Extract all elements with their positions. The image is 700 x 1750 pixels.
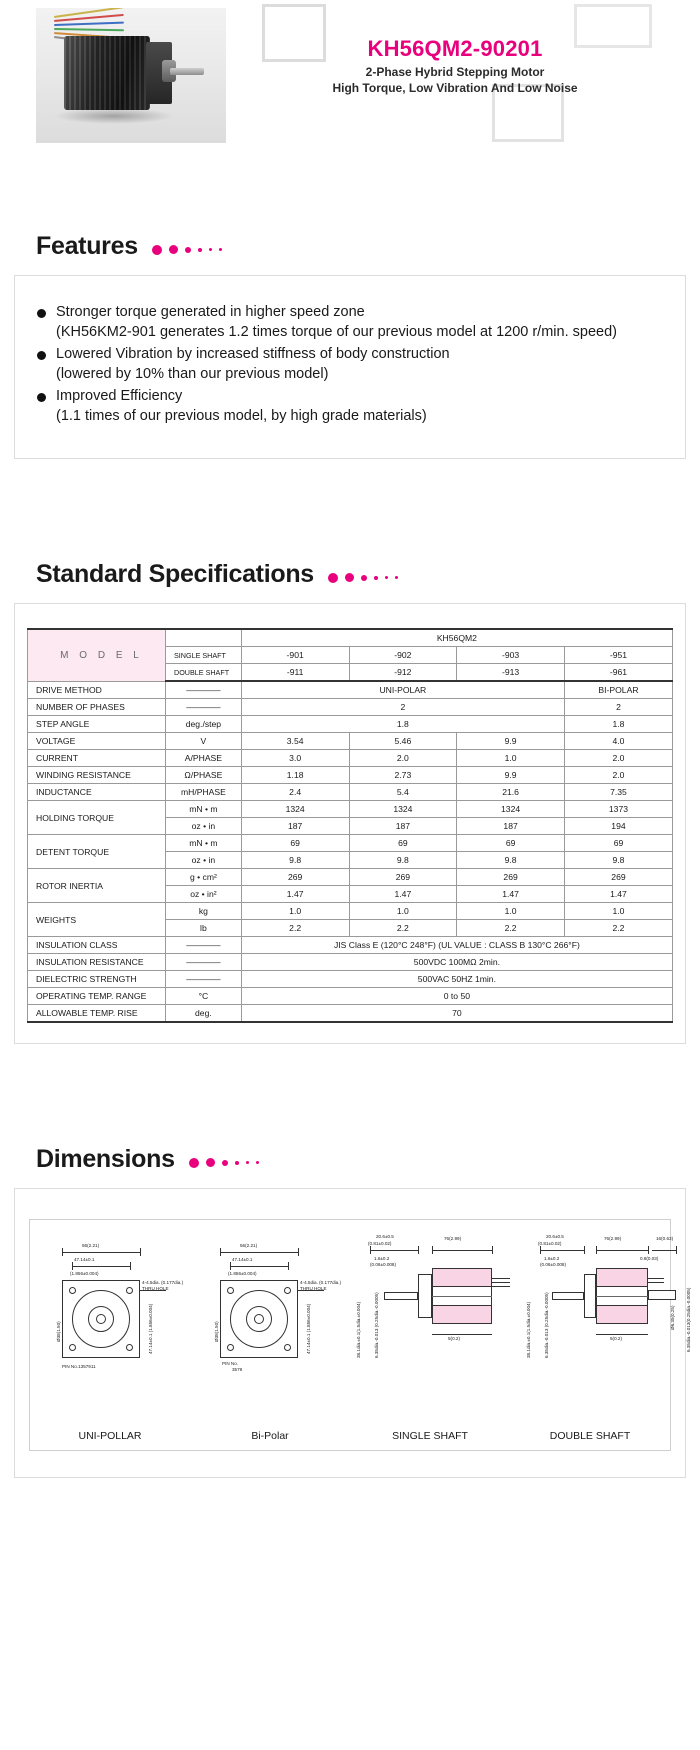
pin-number-label-2: 3579 — [232, 1367, 243, 1372]
cell: JIS Class E (120°C 248°F) (UL VALUE : CLASS B 130°C 266°F) — [241, 937, 672, 954]
motor-shaft — [170, 68, 204, 75]
single-shaft-label: SINGLE SHAFT — [166, 647, 242, 664]
heading-dots-decor — [189, 1152, 259, 1168]
dim-len-body: 76(2.99) — [444, 1236, 462, 1241]
bullet-icon — [37, 393, 46, 402]
table-row — [28, 835, 673, 852]
subtitle-line-2: High Torque, Low Vibration And Low Noise — [332, 81, 578, 95]
row-name: NUMBER OF PHASES — [28, 699, 166, 716]
feature-line-1: Stronger torque generated in higher speed zone — [56, 304, 365, 320]
dim-thru-hole: 4-4.5dia. (0.177dia.) — [142, 1280, 184, 1285]
dim-flat-2: Ø6.35(0.25) — [670, 1305, 675, 1330]
page-header — [0, 0, 700, 175]
dim-hub: 6.35dia.-0.013 (0.25dia.-0.0005) — [374, 1292, 379, 1358]
table-row — [28, 988, 673, 1005]
flange-profile — [584, 1274, 596, 1318]
feature-line-2: (KH56KM2-901 generates 1.2 times torque of our previous model at 1200 r/min. speed) — [56, 324, 617, 340]
features-panel — [14, 275, 686, 459]
dim-square: 38.1dia.±0.1(1.5dia.±0.004) — [356, 1301, 361, 1358]
shaft-circle — [96, 1314, 106, 1324]
row-name: ROTOR INERTIA — [28, 869, 166, 903]
row-name: INSULATION CLASS — [28, 937, 166, 954]
mounting-hole — [69, 1287, 76, 1294]
dim-shaft-inch: (0.06±0.008) — [370, 1262, 397, 1267]
drawing-double-shaft — [520, 1230, 700, 1415]
feature-text — [56, 302, 617, 342]
cell: 2 — [564, 699, 672, 716]
table-row — [28, 767, 673, 784]
dim-base: 5(0.2) — [448, 1336, 461, 1341]
mounting-hole — [126, 1344, 133, 1351]
cell: 2.73 — [349, 767, 457, 784]
cell: -901 — [241, 647, 349, 664]
row-name: CURRENT — [28, 750, 166, 767]
row-name: VOLTAGE — [28, 733, 166, 750]
cell: 9.9 — [457, 733, 565, 750]
row-unit: ———— — [166, 971, 242, 988]
table-row — [28, 1005, 673, 1023]
cell: 1.0 — [241, 903, 349, 920]
row-name: ALLOWABLE TEMP. RISE — [28, 1005, 166, 1023]
dim-bolt-circle: 47.14±0.1 — [232, 1257, 253, 1262]
mounting-hole — [227, 1344, 234, 1351]
row-name: WINDING RESISTANCE — [28, 767, 166, 784]
cell: 187 — [349, 818, 457, 835]
mounting-hole — [284, 1287, 291, 1294]
specifications-panel — [14, 603, 686, 1044]
dim-end: 6.35dia.-0.013(0.25dia.-0.0005) — [686, 1287, 691, 1352]
table-row — [28, 869, 673, 886]
cell: -913 — [457, 664, 565, 682]
specs-heading-row — [0, 560, 700, 589]
cell: 21.6 — [457, 784, 565, 801]
dim-len-ext: 16(0.63) — [656, 1236, 674, 1241]
row-unit: kg — [166, 903, 242, 920]
specifications-section — [0, 560, 700, 1044]
cell: -902 — [349, 647, 457, 664]
cell: 1.18 — [241, 767, 349, 784]
cell: 2.2 — [349, 920, 457, 937]
dim-thru-hole: 4-4.5dia. (0.177dia.) — [300, 1280, 342, 1285]
model-header-cell: M O D E L — [28, 629, 166, 681]
row-unit: ———— — [166, 954, 242, 971]
dimensions-heading-row — [0, 1145, 700, 1174]
cell: UNI-POLAR — [241, 681, 564, 699]
drawing-single-shaft — [348, 1230, 518, 1415]
mounting-hole — [284, 1344, 291, 1351]
dim-shaft: 1.6±0.2 — [374, 1256, 390, 1261]
cell: 2.2 — [241, 920, 349, 937]
cell: 2.2 — [457, 920, 565, 937]
cell: 7.35 — [564, 784, 672, 801]
cell: 1324 — [241, 801, 349, 818]
row-name: WEIGHTS — [28, 903, 166, 937]
row-name: HOLDING TORQUE — [28, 801, 166, 835]
dim-len-top-inch: (0.81±0.02) — [368, 1241, 392, 1246]
row-name: INSULATION RESISTANCE — [28, 954, 166, 971]
dim-shaft: 1.6±0.2 — [544, 1256, 560, 1261]
cell: 269 — [457, 869, 565, 886]
cell: 9.8 — [564, 852, 672, 869]
dim-len-top: 20.6±0.5 — [376, 1234, 394, 1239]
row-unit: °C — [166, 988, 242, 1005]
cell: 0 to 50 — [241, 988, 672, 1005]
dim-pilot: Ø38(1.50) — [56, 1321, 61, 1342]
shaft-profile-front — [552, 1292, 584, 1300]
row-unit: g • cm² — [166, 869, 242, 886]
table-row — [28, 629, 673, 647]
dimensions-heading: Dimensions — [36, 1145, 175, 1173]
row-name: STEP ANGLE — [28, 716, 166, 733]
cell: 9.9 — [457, 767, 565, 784]
dim-len-body: 76(2.99) — [604, 1236, 622, 1241]
mounting-hole — [126, 1287, 133, 1294]
feature-line-2: (1.1 times of our previous model, by high grade materials) — [56, 408, 427, 424]
cell: 187 — [241, 818, 349, 835]
cell: 1.47 — [457, 886, 565, 903]
drawing-bipolar — [202, 1230, 352, 1415]
cell: 1.47 — [241, 886, 349, 903]
family-name-cell: KH56QM2 — [241, 629, 672, 647]
list-item — [37, 344, 655, 384]
table-row — [28, 954, 673, 971]
drawing-captions — [30, 1430, 670, 1442]
list-item — [37, 386, 655, 426]
table-row — [28, 971, 673, 988]
dim-len-top: 20.6±0.5 — [546, 1234, 564, 1239]
cell: 2.0 — [564, 750, 672, 767]
row-name: OPERATING TEMP. RANGE — [28, 988, 166, 1005]
table-row — [28, 699, 673, 716]
dim-face-width: 56(2.21) — [240, 1243, 258, 1248]
cell: 500VDC 100MΩ 2min. — [241, 954, 672, 971]
cell: 269 — [564, 869, 672, 886]
row-name: DETENT TORQUE — [28, 835, 166, 869]
shaft-profile — [384, 1292, 418, 1300]
row-unit: mH/PHASE — [166, 784, 242, 801]
cell: 2.0 — [349, 750, 457, 767]
cell: 69 — [241, 835, 349, 852]
feature-line-1: Improved Efficiency — [56, 388, 183, 404]
cell: 1.8 — [564, 716, 672, 733]
row-unit: deg. — [166, 1005, 242, 1023]
row-name: DRIVE METHOD — [28, 681, 166, 699]
cell: 9.8 — [241, 852, 349, 869]
cell: 3.0 — [241, 750, 349, 767]
row-unit: ———— — [166, 681, 242, 699]
cell: 69 — [564, 835, 672, 852]
pin-number-label: PIN No.1357911 — [62, 1364, 96, 1369]
cell: 187 — [457, 818, 565, 835]
flange-profile — [418, 1274, 432, 1318]
row-unit: oz • in² — [166, 886, 242, 903]
shaft-profile-rear — [648, 1290, 676, 1300]
product-photo — [36, 8, 226, 143]
list-item — [37, 302, 655, 342]
cell: -961 — [564, 664, 672, 682]
row-unit: deg./step — [166, 716, 242, 733]
features-heading: Features — [36, 232, 138, 260]
mounting-hole — [227, 1287, 234, 1294]
row-name: INDUCTANCE — [28, 784, 166, 801]
dim-shaft-inch: (0.06±0.008) — [540, 1262, 567, 1267]
dim-vertical: 47.14±0.1 (1.856±0.004) — [148, 1303, 153, 1354]
specifications-heading: Standard Specifications — [36, 560, 314, 588]
row-name: DIELECTRIC STRENGTH — [28, 971, 166, 988]
dim-pilot: Ø38(1.50) — [214, 1321, 219, 1342]
table-row — [28, 784, 673, 801]
dim-base: 5(0.2) — [610, 1336, 623, 1341]
cell: 2 — [241, 699, 564, 716]
table-row — [28, 733, 673, 750]
cell: 194 — [564, 818, 672, 835]
dim-bolt-circle-inch: (1.856±0.004) — [70, 1271, 99, 1276]
cell: 1.0 — [457, 750, 565, 767]
cell: 1.8 — [241, 716, 564, 733]
cell: 1.0 — [457, 903, 565, 920]
cell: 5.4 — [349, 784, 457, 801]
cell: 69 — [457, 835, 565, 852]
features-section — [0, 232, 700, 459]
specifications-table — [27, 628, 673, 1023]
features-list — [15, 276, 685, 458]
row-unit: oz • in — [166, 818, 242, 835]
cell: -951 — [564, 647, 672, 664]
row-unit: lb — [166, 920, 242, 937]
dimensions-panel — [14, 1188, 691, 1478]
features-heading-row — [0, 232, 700, 261]
double-shaft-label: DOUBLE SHAFT — [166, 664, 242, 682]
bullet-icon — [37, 309, 46, 318]
cell: 1.47 — [349, 886, 457, 903]
feature-text — [56, 386, 427, 426]
row-unit: Ω/PHASE — [166, 767, 242, 784]
cell: -911 — [241, 664, 349, 682]
row-unit: ———— — [166, 699, 242, 716]
row-unit: mN • m — [166, 801, 242, 818]
dim-face-width: 56(2.21) — [82, 1243, 100, 1248]
cell: 3.54 — [241, 733, 349, 750]
cell: 1324 — [349, 801, 457, 818]
subtitle-line-1: 2-Phase Hybrid Stepping Motor — [365, 65, 545, 79]
cell: 1.47 — [564, 886, 672, 903]
heading-dots-decor — [152, 239, 222, 255]
cell: 269 — [241, 869, 349, 886]
photo-shadow — [54, 108, 174, 124]
mounting-hole — [69, 1344, 76, 1351]
feature-line-1: Lowered Vibration by increased stiffness of body construction — [56, 346, 450, 362]
cell: 1.0 — [564, 903, 672, 920]
dim-vertical: 47.14±0.1 (1.856±0.004) — [306, 1303, 311, 1354]
dim-bolt-circle-inch: (1.856±0.004) — [228, 1271, 257, 1276]
feature-text — [56, 344, 450, 384]
bullet-icon — [37, 351, 46, 360]
shaft-circle — [254, 1314, 264, 1324]
dim-hub: 6.35dia.-0.013 (0.25dia.-0.0005) — [544, 1292, 549, 1358]
heading-dots-decor — [328, 567, 398, 583]
dim-flat: 0.8(0.03) — [640, 1256, 659, 1261]
page-title: KH56QM2-90201 — [367, 36, 543, 61]
table-row — [28, 716, 673, 733]
drawing-unipolar — [44, 1230, 194, 1415]
cell: BI-POLAR — [564, 681, 672, 699]
cell: 500VAC 50HZ 1min. — [241, 971, 672, 988]
motor-ribs — [64, 36, 150, 110]
cell: -912 — [349, 664, 457, 682]
dim-len-top-inch: (0.81±0.02) — [538, 1241, 562, 1246]
cell: 2.0 — [564, 767, 672, 784]
cell: 70 — [241, 1005, 672, 1023]
cell: 1373 — [564, 801, 672, 818]
cell: 9.8 — [349, 852, 457, 869]
row-unit: mN • m — [166, 835, 242, 852]
cell: 1324 — [457, 801, 565, 818]
cell: 5.46 — [349, 733, 457, 750]
pin-number-label: PIN No. — [222, 1361, 239, 1366]
dim-thru-hole-2: THRU HOLE — [142, 1286, 169, 1291]
row-unit: V — [166, 733, 242, 750]
dim-thru-hole-2: THRU HOLE — [300, 1286, 327, 1291]
row-unit: ———— — [166, 937, 242, 954]
dim-square: 38.1dia.±0.1(1.5dia.±0.004) — [526, 1301, 531, 1358]
table-row — [28, 681, 673, 699]
cell: 1.0 — [349, 903, 457, 920]
cell: 2.4 — [241, 784, 349, 801]
title-block — [240, 36, 670, 95]
table-row — [28, 750, 673, 767]
table-row — [28, 903, 673, 920]
dim-bolt-circle: 47.14±0.1 — [74, 1257, 95, 1262]
caption-single-shaft: SINGLE SHAFT — [392, 1430, 468, 1442]
cell: 4.0 — [564, 733, 672, 750]
row-unit: A/PHASE — [166, 750, 242, 767]
feature-line-2: (lowered by 10% than our previous model) — [56, 366, 329, 382]
caption-bipolar: Bi-Polar — [251, 1430, 289, 1442]
caption-unipolar: UNI-POLLAR — [78, 1430, 142, 1442]
row-unit: oz • in — [166, 852, 242, 869]
cell: 9.8 — [457, 852, 565, 869]
cell: -903 — [457, 647, 565, 664]
dimensions-drawing-area — [29, 1219, 691, 1451]
cell: 69 — [349, 835, 457, 852]
table-row — [28, 937, 673, 954]
cell: 2.2 — [564, 920, 672, 937]
table-row — [28, 801, 673, 818]
dimensions-section — [0, 1145, 700, 1478]
cell: 269 — [349, 869, 457, 886]
caption-double-shaft: DOUBLE SHAFT — [549, 1430, 631, 1442]
